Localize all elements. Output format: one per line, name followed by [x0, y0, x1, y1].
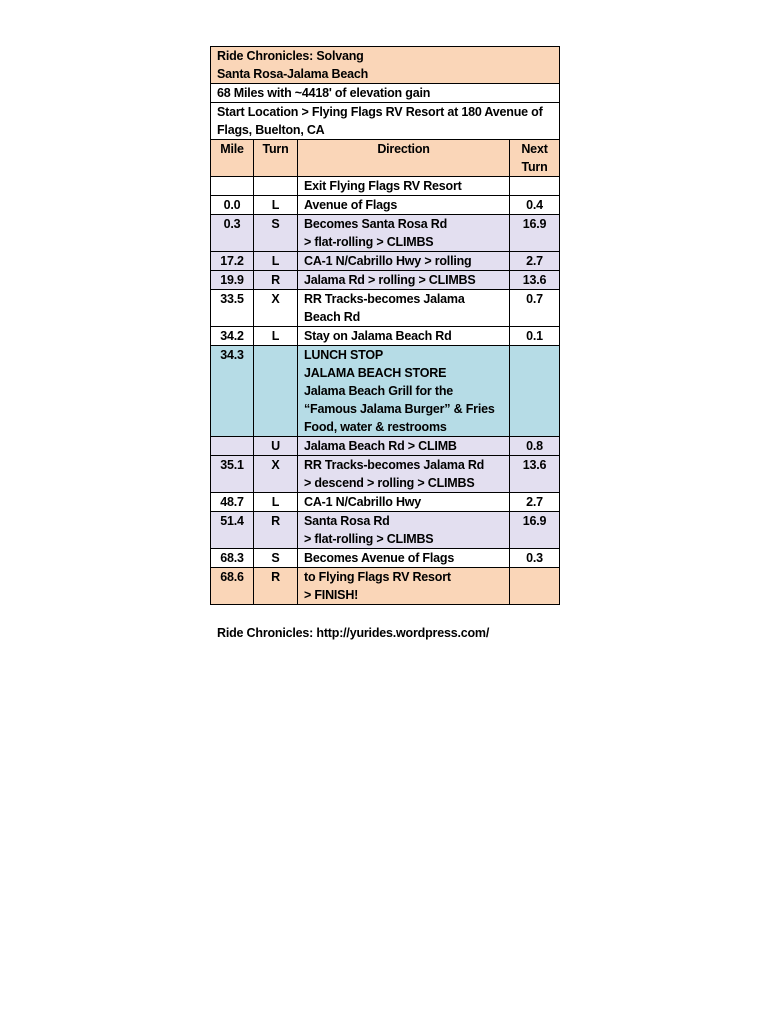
mile-cell: 34.2 — [211, 327, 254, 346]
table-row — [211, 196, 560, 215]
direction-cell — [298, 456, 510, 493]
direction-cell — [298, 568, 510, 605]
mile-cell: 0.3 — [211, 215, 254, 252]
direction-cell — [298, 177, 510, 196]
title-row — [211, 47, 560, 84]
direction-line: RR Tracks-becomes Jalama Rd — [304, 458, 485, 472]
direction-line: Santa Rosa Rd — [304, 514, 390, 528]
direction-cell — [298, 437, 510, 456]
mile-cell: 51.4 — [211, 512, 254, 549]
next-turn-cell: 16.9 — [510, 512, 560, 549]
direction-line: Beach Rd — [304, 310, 361, 324]
next-turn-cell: 0.3 — [510, 549, 560, 568]
turn-cell: U — [254, 437, 298, 456]
direction-line: LUNCH STOP — [304, 348, 384, 362]
mile-cell: 19.9 — [211, 271, 254, 290]
direction-cell — [298, 512, 510, 549]
cue-sheet-table — [210, 46, 560, 605]
mile-cell: 68.3 — [211, 549, 254, 568]
mile-cell — [211, 437, 254, 456]
turn-cell: L — [254, 252, 298, 271]
table-row — [211, 327, 560, 346]
distance-row — [211, 84, 560, 103]
turn-cell: S — [254, 549, 298, 568]
direction-line: Food, water & restrooms — [304, 420, 447, 434]
direction-line: > flat-rolling > CLIMBS — [304, 235, 434, 249]
start-location-line1: Start Location > Flying Flags RV Resort at 180 Avenue of — [217, 105, 543, 119]
mile-cell: 0.0 — [211, 196, 254, 215]
table-row — [211, 290, 560, 327]
direction-line: > descend > rolling > CLIMBS — [304, 476, 475, 490]
column-header-turn: Turn — [254, 140, 298, 177]
column-header-direction: Direction — [298, 140, 510, 177]
direction-line: Jalama Beach Rd > CLIMB — [304, 439, 457, 453]
direction-line: RR Tracks-becomes Jalama — [304, 292, 465, 306]
table-row — [211, 512, 560, 549]
next-turn-cell: 0.7 — [510, 290, 560, 327]
ride-title-cell — [211, 47, 560, 84]
turn-cell: X — [254, 290, 298, 327]
column-header-row — [211, 140, 560, 177]
table-row — [211, 437, 560, 456]
direction-cell — [298, 252, 510, 271]
direction-cell — [298, 271, 510, 290]
table-row — [211, 493, 560, 512]
table-row — [211, 271, 560, 290]
next-turn-cell — [510, 346, 560, 437]
turn-cell: L — [254, 327, 298, 346]
ride-title: Ride Chronicles: Solvang — [217, 49, 364, 63]
table-row — [211, 568, 560, 605]
mile-cell: 35.1 — [211, 456, 254, 493]
turn-cell: R — [254, 512, 298, 549]
turn-cell — [254, 177, 298, 196]
turn-cell: L — [254, 493, 298, 512]
direction-line: Jalama Beach Grill for the — [304, 384, 454, 398]
column-header-next-line1: Next — [521, 142, 548, 156]
direction-cell — [298, 346, 510, 437]
mile-cell: 33.5 — [211, 290, 254, 327]
table-row — [211, 177, 560, 196]
turn-cell: X — [254, 456, 298, 493]
table-row — [211, 456, 560, 493]
start-location-cell — [211, 103, 560, 140]
turn-cell — [254, 346, 298, 437]
mile-cell: 34.3 — [211, 346, 254, 437]
next-turn-cell: 13.6 — [510, 456, 560, 493]
column-header-mile: Mile — [211, 140, 254, 177]
direction-line: JALAMA BEACH STORE — [304, 366, 447, 380]
next-turn-cell — [510, 177, 560, 196]
direction-line: Jalama Rd > rolling > CLIMBS — [304, 273, 476, 287]
distance-text: 68 Miles with ~4418' of elevation gain — [211, 84, 560, 103]
next-turn-cell: 0.4 — [510, 196, 560, 215]
direction-line: Avenue of Flags — [304, 198, 398, 212]
mile-cell: 17.2 — [211, 252, 254, 271]
direction-line: CA-1 N/Cabrillo Hwy > rolling — [304, 254, 472, 268]
next-turn-cell: 0.1 — [510, 327, 560, 346]
direction-line: Becomes Avenue of Flags — [304, 551, 455, 565]
column-header-next-turn — [510, 140, 560, 177]
next-turn-cell: 2.7 — [510, 252, 560, 271]
direction-line: > flat-rolling > CLIMBS — [304, 532, 434, 546]
next-turn-cell: 2.7 — [510, 493, 560, 512]
direction-cell — [298, 549, 510, 568]
start-location-line2: Flags, Buelton, CA — [217, 123, 325, 137]
ride-subtitle: Santa Rosa-Jalama Beach — [217, 67, 369, 81]
direction-cell — [298, 327, 510, 346]
footer-credit: Ride Chronicles: http://yurides.wordpress.com/ — [217, 626, 490, 640]
column-header-next-line2: Turn — [521, 160, 548, 174]
next-turn-cell: 0.8 — [510, 437, 560, 456]
direction-cell — [298, 493, 510, 512]
next-turn-cell: 16.9 — [510, 215, 560, 252]
direction-cell — [298, 290, 510, 327]
direction-line: Exit Flying Flags RV Resort — [304, 179, 462, 193]
direction-line: Stay on Jalama Beach Rd — [304, 329, 452, 343]
start-location-row — [211, 103, 560, 140]
table-row — [211, 252, 560, 271]
direction-line: to Flying Flags RV Resort — [304, 570, 451, 584]
direction-line: “Famous Jalama Burger” & Fries — [304, 402, 495, 416]
mile-cell: 68.6 — [211, 568, 254, 605]
direction-cell — [298, 196, 510, 215]
direction-line: > FINISH! — [304, 588, 359, 602]
mile-cell: 48.7 — [211, 493, 254, 512]
next-turn-cell: 13.6 — [510, 271, 560, 290]
direction-line: CA-1 N/Cabrillo Hwy — [304, 495, 422, 509]
turn-cell: R — [254, 568, 298, 605]
next-turn-cell — [510, 568, 560, 605]
table-row — [211, 346, 560, 437]
table-row — [211, 549, 560, 568]
turn-cell: R — [254, 271, 298, 290]
turn-cell: L — [254, 196, 298, 215]
direction-cell — [298, 215, 510, 252]
mile-cell — [211, 177, 254, 196]
direction-line: Becomes Santa Rosa Rd — [304, 217, 448, 231]
turn-cell: S — [254, 215, 298, 252]
table-row — [211, 215, 560, 252]
